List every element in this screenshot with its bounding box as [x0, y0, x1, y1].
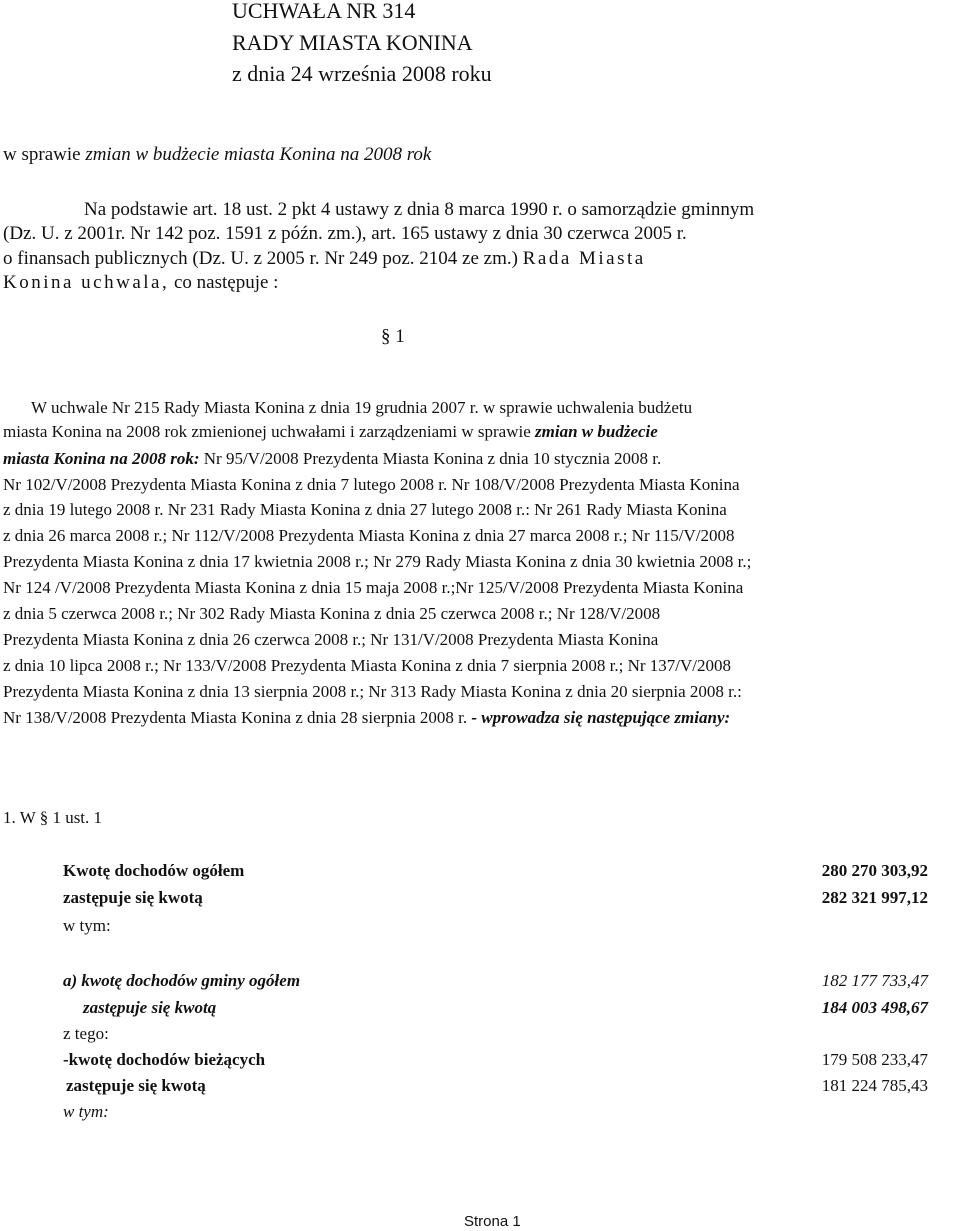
subject-prefix: w sprawie [3, 144, 86, 165]
body-line-2-emph: zmian w budżecie [535, 422, 658, 441]
section-number: 1 [395, 326, 405, 347]
body-line-12: Prezydenta Miasta Konina z dnia 13 sierpnia 2008 r.; Nr 313 Rady Miasta Konina z dnia 20 sierpnia 2008 r.: [3, 682, 742, 701]
body-line-3-emph: miasta Konina na 2008 rok: [3, 449, 200, 468]
body-line-2 [3, 422, 658, 442]
municipal-replaced-label: zastępuje się kwotą [83, 998, 217, 1017]
section-1-heading [381, 326, 405, 348]
current-replaced-label: zastępuje się kwotą [66, 1076, 206, 1095]
body-line-11: z dnia 10 lipca 2008 r.; Nr 133/V/2008 Prezydenta Miasta Konina z dnia 7 sierpnia 2008 r.; Nr 137/V/2008 [3, 656, 732, 675]
basis-line-3-text: o finansach publicznych (Dz. U. z 2005 r. Nr 249 poz. 2104 ze zm.) [3, 248, 518, 269]
point-1-suffix: 1 ust. 1 [48, 808, 103, 827]
body-line-3-text: Nr 95/V/2008 Prezydenta Miasta Konina z dnia 10 stycznia 2008 r. [199, 449, 662, 468]
body-line-13 [3, 708, 730, 728]
current-income-value: 179 508 233,47 [821, 1050, 928, 1069]
basis-line-3 [3, 248, 646, 270]
resolution-number: UCHWAŁA NR 314 [232, 0, 416, 23]
income-replaced-value: 282 321 997,12 [821, 888, 928, 907]
body-line-13-text: Nr 138/V/2008 Prezydenta Miasta Konina z dnia 28 sierpnia 2008 r. [3, 708, 472, 727]
body-line-1: W uchwale Nr 215 Rady Miasta Konina z dnia 19 grudnia 2007 r. w sprawie uchwalenia budżetu [31, 398, 693, 417]
section-symbol: § [381, 326, 391, 347]
current-income-label: -kwotę dochodów bieżących [63, 1050, 266, 1069]
subject-italic: zmian w budżecie miasta Konina na 2008 rok [85, 144, 432, 165]
income-replaced-label: zastępuje się kwotą [63, 888, 203, 907]
body-line-3 [3, 449, 661, 469]
body-line-5: z dnia 19 lutego 2008 r. Nr 231 Rady Miasta Konina z dnia 27 lutego 2008 r.: Nr 261 Rady Miasta Konina [3, 500, 727, 519]
basis-line-4 [3, 272, 278, 294]
point-1-prefix: 1. W [3, 808, 40, 827]
including-italic-label: w tym: [63, 1102, 109, 1121]
council-name: RADY MIASTA KONINA [232, 30, 473, 55]
body-line-4: Nr 102/V/2008 Prezydenta Miasta Konina z dnia 7 lutego 2008 r. Nr 108/V/2008 Prezydenta Miasta Konina [3, 475, 740, 494]
basis-line-2: (Dz. U. z 2001r. Nr 142 poz. 1591 z późn. zm.), art. 165 ustawy z dnia 30 czerwca 2005 r. [3, 223, 687, 244]
resolves-spaced: Konina uchwala, [3, 272, 170, 293]
basis-line-4-text: co następuje : [173, 272, 279, 293]
of-which-label: z tego: [63, 1024, 109, 1043]
resolution-date: z dnia 24 września 2008 roku [232, 61, 492, 86]
point-1-heading [3, 808, 102, 828]
resolution-subject [3, 144, 431, 166]
body-line-6: z dnia 26 marca 2008 r.; Nr 112/V/2008 Prezydenta Miasta Konina z dnia 27 marca 2008 r.; Nr 115/V/2008 [3, 526, 735, 545]
body-line-7: Prezydenta Miasta Konina z dnia 17 kwietnia 2008 r.; Nr 279 Rady Miasta Konina z dnia 30 kwietnia 2008 r.; [3, 552, 752, 571]
municipal-income-label: a) kwotę dochodów gminy ogółem [63, 971, 301, 990]
current-replaced-value: 181 224 785,43 [821, 1076, 928, 1095]
paragraph-symbol: § [39, 808, 49, 827]
page-number: Strona 1 [464, 1213, 521, 1230]
body-line-10: Prezydenta Miasta Konina z dnia 26 czerwca 2008 r.; Nr 131/V/2008 Prezydenta Miasta Konina [3, 630, 659, 649]
body-line-9: z dnia 5 czerwca 2008 r.; Nr 302 Rady Miasta Konina z dnia 25 czerwca 2008 r.; Nr 128/V/2008 [3, 604, 661, 623]
body-line-8: Nr 124 /V/2008 Prezydenta Miasta Konina z dnia 15 maja 2008 r.;Nr 125/V/2008 Prezydenta Miasta Konina [3, 578, 744, 597]
council-spaced: Rada Miasta [522, 248, 646, 269]
municipal-replaced-value: 184 003 498,67 [821, 998, 928, 1017]
including-label: w tym: [63, 916, 111, 935]
basis-line-1: Na podstawie art. 18 ust. 2 pkt 4 ustawy z dnia 8 marca 1990 r. o samorządzie gminnym [84, 199, 755, 220]
body-line-2-text: miasta Konina na 2008 rok zmienionej uchwałami i zarządzeniami w sprawie [3, 422, 536, 441]
changes-intro: - wprowadza się następujące zmiany: [471, 708, 731, 727]
municipal-income-value: 182 177 733,47 [821, 971, 928, 990]
income-total-value: 280 270 303,92 [821, 861, 928, 880]
income-total-label: Kwotę dochodów ogółem [63, 861, 245, 880]
